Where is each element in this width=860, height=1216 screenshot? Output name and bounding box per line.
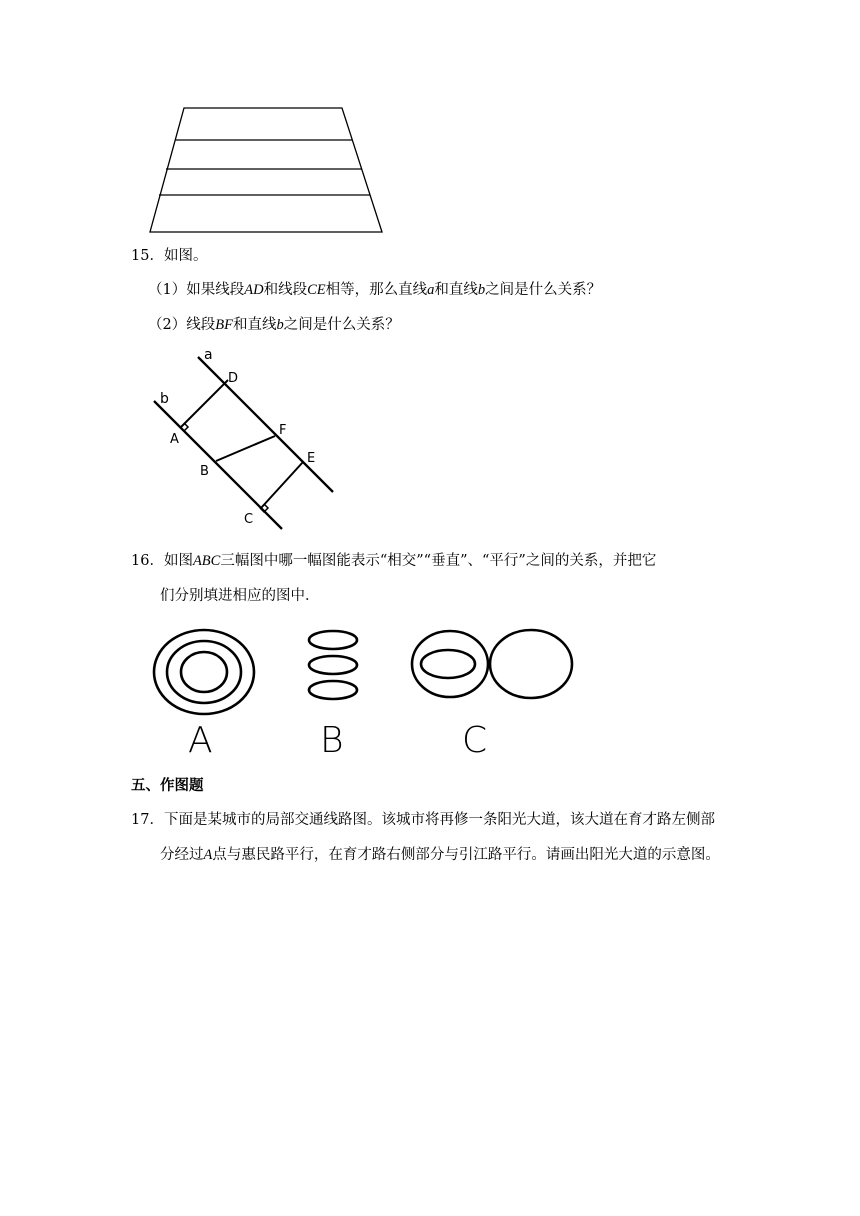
- q16-text-2: 三幅图中哪一幅图能表示“相交”“垂直”、“平行”之间的关系，并把它: [220, 553, 657, 569]
- q15-sub2-text-2: 和直线: [232, 317, 277, 333]
- figure-b-ellipse-2: [309, 656, 357, 674]
- q15-sub1-text-3: 相等，那么直线: [325, 282, 428, 298]
- q17-line1: [131, 810, 715, 830]
- figure-label-a: A: [188, 720, 213, 761]
- figure-a-inner-ellipse: [181, 652, 227, 692]
- label-b: b: [160, 391, 169, 407]
- label-b-point: B: [200, 464, 209, 479]
- q15-sub2-text-1: （2）线段: [148, 317, 216, 333]
- q15-sub1-var-b: b: [477, 282, 486, 298]
- q16-var-abc: ABC: [192, 553, 221, 569]
- q17-line2: [160, 845, 720, 865]
- segment-ad: [181, 380, 228, 427]
- section-5-title: 五、作图题: [131, 777, 204, 794]
- label-d: D: [228, 371, 239, 386]
- trapezoid-figure: [140, 100, 390, 240]
- q15-sub2-var-bf: BF: [215, 317, 233, 333]
- q16-line1: [131, 551, 656, 571]
- label-a-point: A: [170, 432, 179, 447]
- q15-sub1-text-2: 和线段: [263, 282, 308, 298]
- figure-c-left-ellipse: [412, 631, 488, 697]
- figure-c-inner-ellipse: [421, 650, 475, 678]
- segment-bf: [216, 436, 275, 461]
- q15-sub1-text-4: 和直线: [434, 282, 478, 298]
- q15-sub2-var-b: b: [276, 317, 284, 333]
- q15-sub1-var-ad: AD: [244, 282, 264, 298]
- line-a: [198, 357, 333, 492]
- figure-label-c: C: [462, 720, 488, 761]
- venn-figures: [140, 620, 590, 765]
- label-a: a: [204, 347, 213, 363]
- parallel-lines-figure: [140, 345, 350, 535]
- q17-number: 17．: [131, 812, 164, 828]
- q15-title-text: 如图。: [163, 248, 208, 264]
- q15-sub1-var-a: a: [427, 282, 435, 298]
- q15-sub1: [148, 280, 601, 300]
- q16-text-line2: 们分别填进相应的图中．: [160, 588, 320, 604]
- q15-title: [131, 246, 207, 266]
- label-c: C: [244, 512, 254, 527]
- trapezoid-outline: [150, 108, 382, 232]
- segment-ce: [261, 462, 303, 508]
- q16-number: 16．: [131, 553, 164, 569]
- q17-text-line1: 下面是某城市的局部交通线路图。该城市将再修一条阳光大道，该大道在育才路左侧部: [163, 812, 715, 828]
- q17-text-2a: 分经过: [160, 847, 204, 863]
- q17-text-2b: 点与惠民路平行，在育才路右侧部分与引江路平行。请画出阳光大道的示意图。: [212, 847, 720, 863]
- figure-b-ellipse-3: [309, 681, 357, 699]
- figure-b-ellipse-1: [309, 631, 357, 649]
- q15-sub2-text-3: 之间是什么关系？: [283, 317, 400, 333]
- figure-c-right-ellipse: [490, 630, 572, 698]
- q15-sub1-var-ce: CE: [307, 282, 326, 298]
- q16-text-1: 如图: [163, 553, 193, 569]
- figure-a-middle-ellipse: [167, 641, 241, 703]
- q15-number: 15．: [131, 248, 164, 264]
- q16-line2: [160, 586, 320, 606]
- q15-sub2: [148, 315, 400, 335]
- q15-sub1-text-1: （1）如果线段: [148, 282, 245, 298]
- q17-var-a: A: [203, 847, 213, 863]
- q15-sub1-text-5: 之间是什么关系？: [485, 282, 602, 298]
- figure-a-outer-ellipse: [154, 630, 254, 714]
- label-e: E: [307, 451, 316, 466]
- label-f: F: [279, 423, 287, 438]
- figure-label-b: B: [320, 720, 344, 761]
